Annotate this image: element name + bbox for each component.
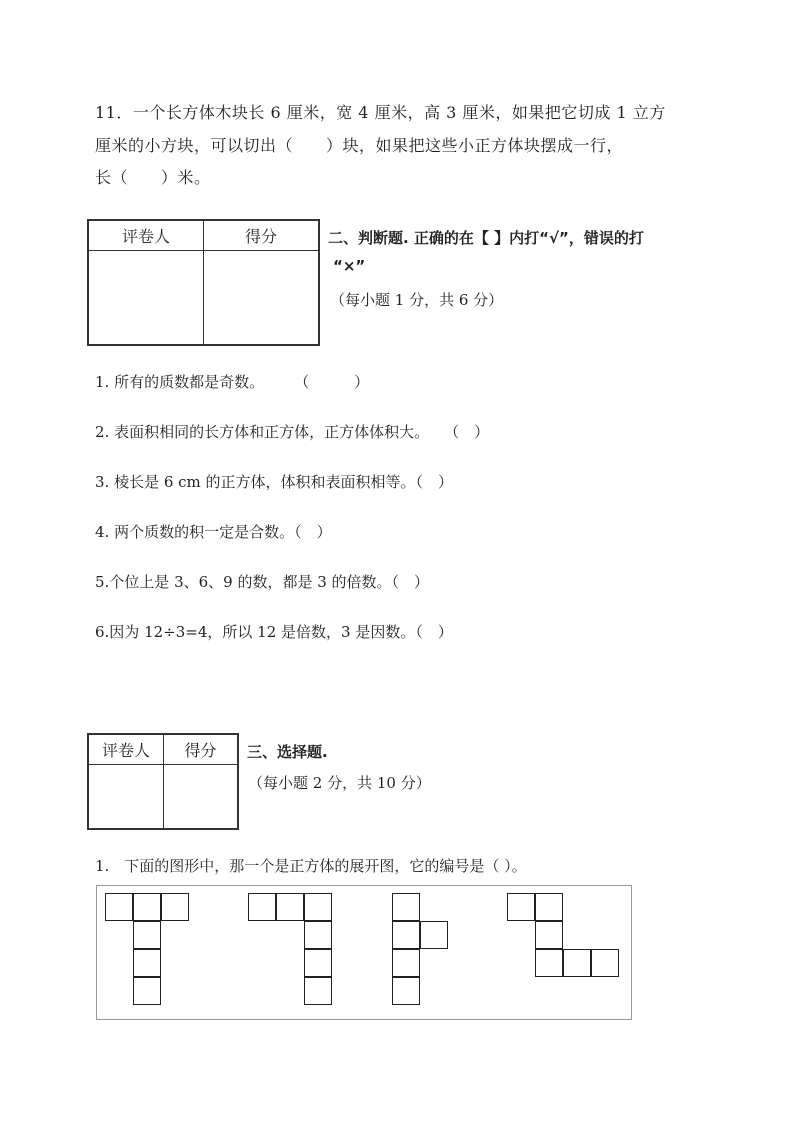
section-2-title-continued: “×” bbox=[333, 257, 366, 275]
net-2-square bbox=[304, 893, 332, 921]
cube-nets-figure bbox=[96, 885, 632, 1020]
net-1-square bbox=[133, 921, 161, 949]
grader-cell[interactable] bbox=[88, 764, 164, 829]
net-2-square bbox=[304, 921, 332, 949]
choice-question-1: 1. 下面的图形中，那一个是正方体的展开图，它的编号是（ ）。 bbox=[95, 857, 527, 875]
section-2-note: （每小题 1 分，共 6 分） bbox=[330, 291, 504, 309]
judgment-item-2: 2. 表面积相同的长方体和正方体，正方体体积大。 （ ） bbox=[95, 423, 490, 441]
net-3-square bbox=[420, 921, 448, 949]
score-cell[interactable] bbox=[164, 764, 239, 829]
score-table-section-2 bbox=[87, 219, 320, 346]
score-header: 得分 bbox=[164, 734, 239, 764]
net-4-square bbox=[591, 949, 619, 977]
net-3-square bbox=[392, 949, 420, 977]
grader-header: 评卷人 bbox=[88, 220, 204, 250]
score-cell[interactable] bbox=[204, 250, 320, 345]
net-4-square bbox=[563, 949, 591, 977]
question-11-line-3: 长（ ）米。 bbox=[95, 168, 211, 187]
net-1-square bbox=[133, 949, 161, 977]
net-3-square bbox=[392, 893, 420, 921]
score-table-section-3 bbox=[87, 733, 239, 830]
judgment-item-4: 4. 两个质数的积一定是合数。（ ） bbox=[95, 523, 332, 541]
judgment-item-5: 5.个位上是 3、6、9 的数，都是 3 的倍数。（ ） bbox=[95, 573, 430, 591]
net-3-square bbox=[392, 921, 420, 949]
section-3-note: （每小题 2 分，共 10 分） bbox=[248, 774, 431, 792]
judgment-item-6: 6.因为 12÷3=4，所以 12 是倍数，3 是因数。（ ） bbox=[95, 623, 453, 641]
grader-header: 评卷人 bbox=[88, 734, 164, 764]
net-1-square bbox=[161, 893, 189, 921]
section-3-title: 三、选择题. bbox=[247, 743, 328, 761]
net-4-square bbox=[535, 921, 563, 949]
judgment-item-1: 1. 所有的质数都是奇数。 （ ） bbox=[95, 373, 370, 391]
net-1-square bbox=[133, 977, 161, 1005]
net-2-square bbox=[276, 893, 304, 921]
net-1-square bbox=[133, 893, 161, 921]
question-11-line-2: 厘米的小方块，可以切出（ ）块，如果把这些小正方体块摆成一行， bbox=[95, 136, 624, 155]
net-4-square bbox=[507, 893, 535, 921]
judgment-item-3: 3. 棱长是 6 cm 的正方体，体积和表面积相等。（ ） bbox=[95, 473, 454, 491]
section-2-title: 二、判断题. 正确的在【 】内打“√”，错误的打 bbox=[328, 229, 644, 247]
grader-cell[interactable] bbox=[88, 250, 204, 345]
net-3-square bbox=[392, 977, 420, 1005]
net-2-square bbox=[248, 893, 276, 921]
question-11-line-1: 11．一个长方体木块长 6 厘米，宽 4 厘米，高 3 厘米，如果把它切成 1 立方 bbox=[95, 103, 666, 122]
net-2-square bbox=[304, 949, 332, 977]
net-4-square bbox=[535, 949, 563, 977]
net-1-square bbox=[105, 893, 133, 921]
net-4-square bbox=[535, 893, 563, 921]
score-header: 得分 bbox=[204, 220, 320, 250]
net-2-square bbox=[304, 977, 332, 1005]
